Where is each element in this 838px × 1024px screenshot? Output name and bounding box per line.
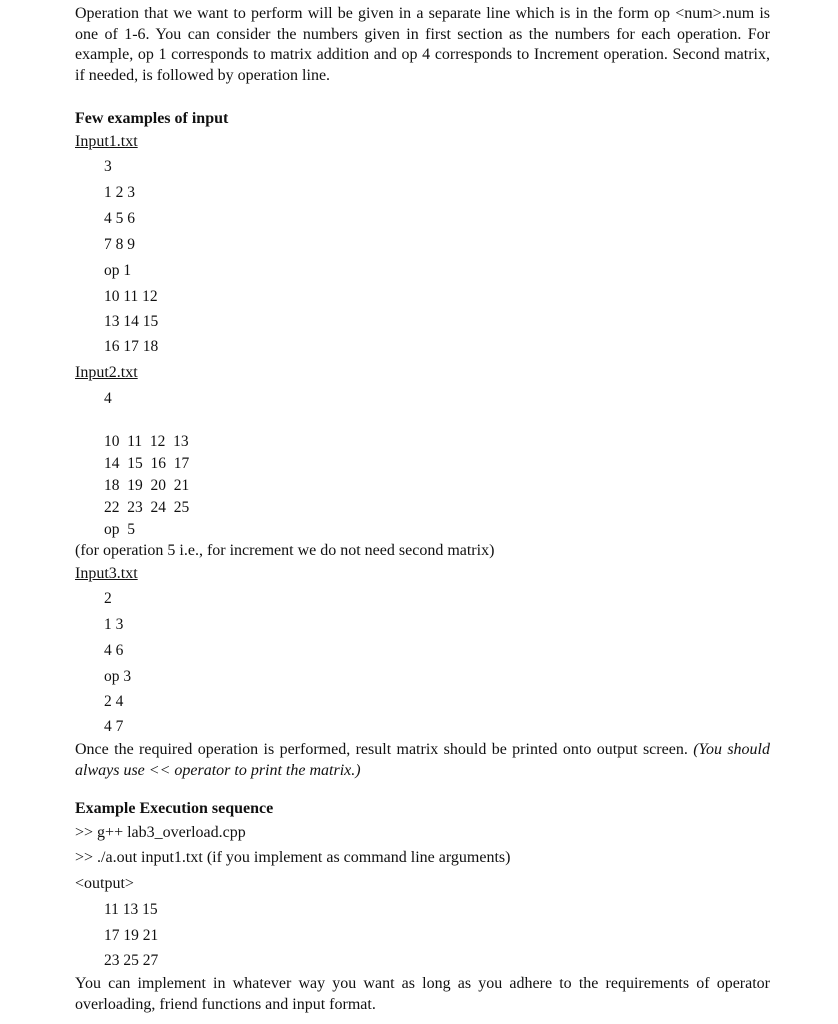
input1-line: 16 17 18	[104, 338, 159, 355]
closing-paragraph: You can implement in whatever way you want as long as you adhere to the requirements of operator overloading, friend functions and input format.	[75, 975, 770, 1013]
input2-line: 10 11 12 13	[104, 433, 189, 450]
input1-line: 3	[104, 158, 112, 175]
input2-line: 14 15 16 17	[104, 455, 190, 472]
input1-line: 7 8 9	[104, 236, 135, 253]
result-note-main: Once the required operation is performed, result matrix should be printed onto output screen.	[75, 741, 694, 758]
input2-line: op 5	[104, 521, 135, 538]
execution-command: >> g++ lab3_overload.cpp	[75, 824, 246, 841]
input3-line: 1 3	[104, 616, 124, 633]
input1-line: op 1	[104, 262, 132, 279]
result-note-italic: (You should always use << operator to print the matrix.)	[75, 741, 770, 779]
input2-line: 4	[104, 390, 112, 407]
input2-line: 22 23 24 25	[104, 499, 190, 516]
input3-filename: Input3.txt	[75, 565, 138, 582]
input1-line: 13 14 15	[104, 313, 159, 330]
execution-heading: Example Execution sequence	[75, 800, 274, 817]
input3-line: 2	[104, 590, 112, 607]
input1-line: 4 5 6	[104, 210, 135, 227]
input1-filename: Input1.txt	[75, 133, 138, 150]
intro-paragraph: Operation that we want to perform will be given in a separate line which is in the form op <num>.num is one of 1-6. You can consider the numbers given in first section as the numbers for each operation. For example, op 1 corresponds to matrix addition and op 4 corresponds to Increment operation. Second matrix, if needed, is followed by operation line.	[75, 5, 770, 84]
input2-line: 18 19 20 21	[104, 477, 190, 494]
output-label: <output>	[75, 875, 134, 892]
input3-line: op 3	[104, 668, 132, 685]
output-line: 23 25 27	[104, 952, 159, 969]
result-note-paragraph	[75, 740, 770, 781]
output-line: 11 13 15	[104, 901, 158, 918]
input3-line: 4 7	[104, 718, 124, 735]
output-line: 17 19 21	[104, 927, 159, 944]
input1-line: 10 11 12	[104, 288, 158, 305]
input2-note: (for operation 5 i.e., for increment we do not need second matrix)	[75, 542, 495, 559]
input1-line: 1 2 3	[104, 184, 135, 201]
input3-line: 4 6	[104, 642, 124, 659]
input3-line: 2 4	[104, 693, 124, 710]
examples-heading: Few examples of input	[75, 110, 229, 127]
execution-command: >> ./a.out input1.txt (if you implement as command line arguments)	[75, 849, 511, 866]
input2-filename: Input2.txt	[75, 364, 138, 381]
